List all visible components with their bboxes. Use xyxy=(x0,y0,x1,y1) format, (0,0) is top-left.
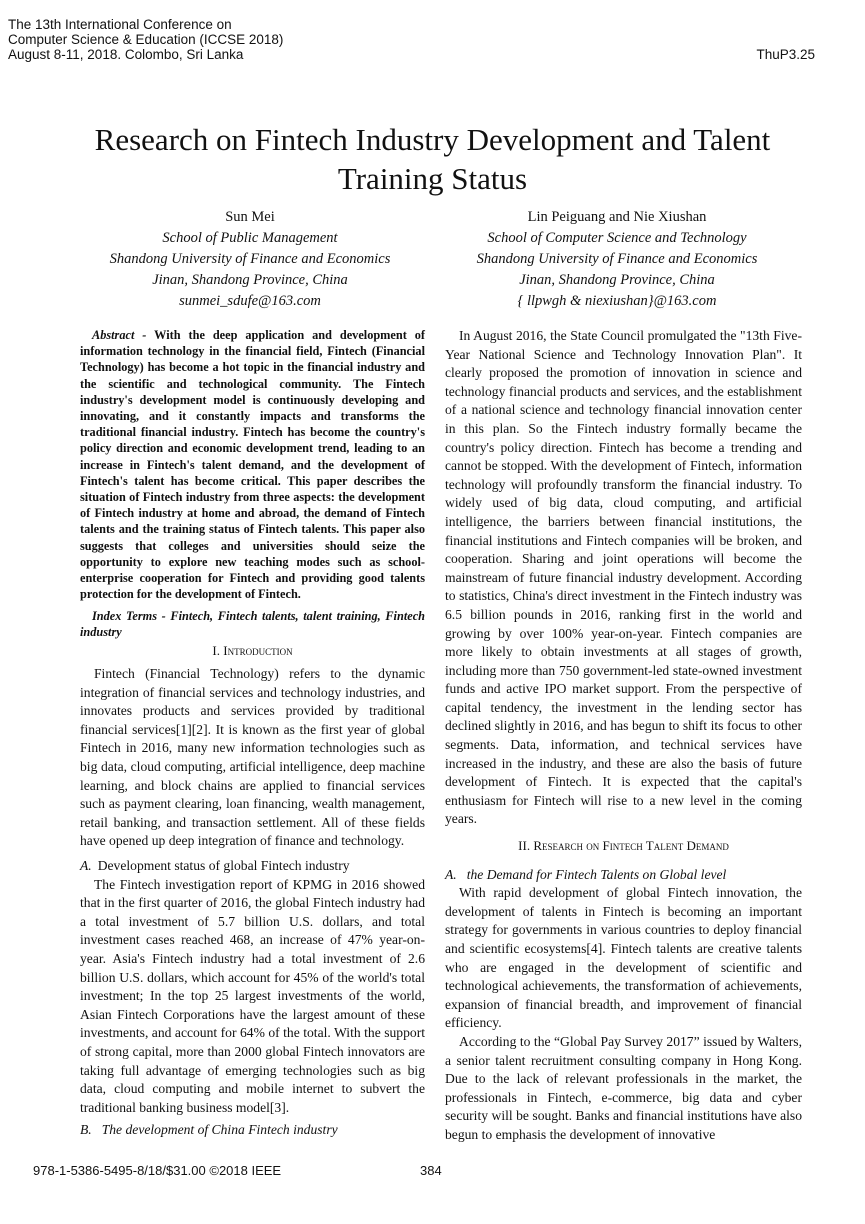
paper-id: ThuP3.25 xyxy=(756,47,815,62)
author-dept: School of Public Management xyxy=(162,230,338,246)
author-dept: School of Computer Science and Technology xyxy=(487,230,747,246)
subsection-number: A. xyxy=(445,866,457,882)
author-block-1 xyxy=(60,207,440,312)
author-univ: Shandong University of Finance and Economics xyxy=(476,251,758,267)
subsection-heading-a xyxy=(80,857,425,876)
section-number: II. xyxy=(518,838,531,854)
subsection-heading-2a xyxy=(445,866,802,885)
title-line-1: Research on Fintech Industry Development and Talent xyxy=(94,122,771,157)
author-location: Jinan, Shandong Province, China xyxy=(152,272,348,288)
conference-line-1: The 13th International Conference on xyxy=(8,17,232,32)
subsection-a-paragraph: The Fintech investigation report of KPMG in 2016 showed that in the first quarter of 2016, the global Fintech industry had a total investment of 5.7 billion U.S. dollars, and total investment cases reached 468, an increase of 47% year-on-year. Asia's Fintech industry had a total investment of 2.6 billion U.S. dollars, which account for 45% of the world's total investment; In the top 25 largest investments of the world, Asian Fintech Corporations have the largest amount of these investments, and account for 64% of the total. With the support of strong capital, more than 2000 global Fintech innovators are taking full advantage of emerging technologies such as big data, cloud computing and mobile internet to subvert the traditional banking business model[3]. xyxy=(80,876,425,1115)
subsection-title: Development status of global Fintech industry xyxy=(97,857,350,873)
section-title: Introduction xyxy=(223,643,293,659)
conference-line-2: Computer Science & Education (ICCSE 2018) xyxy=(8,32,284,47)
page-number: 384 xyxy=(420,1163,442,1178)
author-location: Jinan, Shandong Province, China xyxy=(519,272,715,288)
body-paragraph: According to the “Global Pay Survey 2017” issued by Walters, a senior talent recruitment consulting company in Hong Kong. Due to the lack of relevant professionals in the market, the professionals in Fintech, e-commerce, big data and cyber security will be sought. Banks and financial institutions have also begun to emphasis the development of innovative xyxy=(445,1033,802,1142)
subsection-number: A. xyxy=(80,857,92,873)
body-paragraph: With rapid development of global Fintech innovation, the development of talents in Fintech is becoming an important strategy for governments in various countries to deploy financial and scientific ecosystems[4]. Fintech talents are creative talents who are engaged in the development of scientific and technological achievements, the transformation of achievements, expansion of financial breadth, and improvement of financial efficiency. xyxy=(445,885,802,1031)
paper-title xyxy=(40,120,825,198)
subsection-number: B. xyxy=(80,1122,92,1138)
title-line-2: Training Status xyxy=(337,161,528,196)
author-block-2 xyxy=(432,207,802,312)
section-number: I. xyxy=(212,643,220,659)
conference-line-3: August 8-11, 2018. Colombo, Sri Lanka xyxy=(8,47,244,62)
section-heading-1 xyxy=(80,642,425,661)
abstract xyxy=(80,327,425,602)
author-email: { llpwgh & niexiushan}@163.com xyxy=(517,293,717,309)
intro-paragraph: Fintech (Financial Technology) refers to the dynamic integration of financial services and technology industries, and innovates products and services provided by traditional financial services[1][2]. It is known as the first year of global Fintech in 2016, many new information technologies such as big data, cloud computing, artificial intelligence, deep machine learning, and block chains are applied to financial services such as payment clearing, loan financing, wealth management, retail banking, and transaction settlement. All of these fields have opened up deep integration of finance and technology. xyxy=(80,666,425,849)
author-univ: Shandong University of Finance and Economics xyxy=(109,251,391,267)
index-terms xyxy=(80,608,425,640)
subsection-title: the Demand for Fintech Talents on Global level xyxy=(466,866,727,882)
section-heading-2 xyxy=(445,837,802,856)
isbn-copyright: 978-1-5386-5495-8/18/$31.00 ©2018 IEEE xyxy=(33,1163,282,1178)
author-email: sunmei_sdufe@163.com xyxy=(179,293,321,309)
subsection-title: The development of China Fintech industry xyxy=(101,1122,338,1138)
author-name: Sun Mei xyxy=(225,209,275,225)
conference-header xyxy=(8,17,283,62)
section-title: Research on Fintech Talent Demand xyxy=(533,838,729,854)
index-terms-label: Index Terms - xyxy=(92,609,166,624)
abstract-label: Abstract - xyxy=(92,328,147,342)
right-column xyxy=(445,327,802,1145)
author-name: Lin Peiguang and Nie Xiushan xyxy=(527,209,707,225)
abstract-text: With the deep application and development of information technology in the financial field, Fintech (Financial Technology) has become a hot topic in the financial industry and the scientific and technological community. The Fintech industry's development model is continuously developing and innovating, and it constantly impacts and transforms the traditional financial industry. Fintech has become the country's policy direction and economic development trend, leading to an increase in Fintech's talent demand, and the development of Fintech's talent has become critical. This paper describes the situation of Fintech industry from three aspects: the development of Fintech industry at home and abroad, the demand of Fintech talents and the training status of Fintech talents. This paper also suggests that colleges and universities should seize the opportunity to explore new teaching modes such as school-enterprise cooperation for Fintech and providing good talents protection for the development of Fintech. xyxy=(80,328,425,602)
subsection-heading-b xyxy=(80,1121,425,1140)
body-paragraph: In August 2016, the State Council promulgated the "13th Five-Year National Science and Technology Innovation Plan". It clearly proposed the promotion of innovation in science and technology financial products and services, and the establishment of a national science and technology financial innovation center in this plan. So the Fintech industry formally became the country's policy direction. Fintech has become a trending and cannot be stopped. With the development of Fintech, information technology will profoundly transform the financial industry. To widely used of big data, cloud computing, and artificial intelligence, the barriers between financial institutions, the financial institutions and Fintech companies will be broken, and cooperation. Sharing and joint operations will become the mainstream of future financial industry development. According to statistics, China's direct investment in the Fintech industry was 6.5 billion pounds in 2016, ranking first in the world and growing by over 100% year-on-year. Fintech companies are more likely to obtain investments at all stages of growth, including more than 750 government-led state-owned investment funds and active IPO market support. From the perspective of capital tendency, the investment in the lending sector has declined slightly in 2016, and has begun to shift its focus to other segments. Data, information, and technical services have increased in the industry, and these are also the basis of future development of Fintech. It is expected that the capital's enthusiasm for Fintech will rise to a new level in the coming years. xyxy=(445,328,802,827)
left-column xyxy=(80,327,425,1140)
index-terms-text: Fintech, Fintech talents, talent training, Fintech industry xyxy=(80,609,425,640)
